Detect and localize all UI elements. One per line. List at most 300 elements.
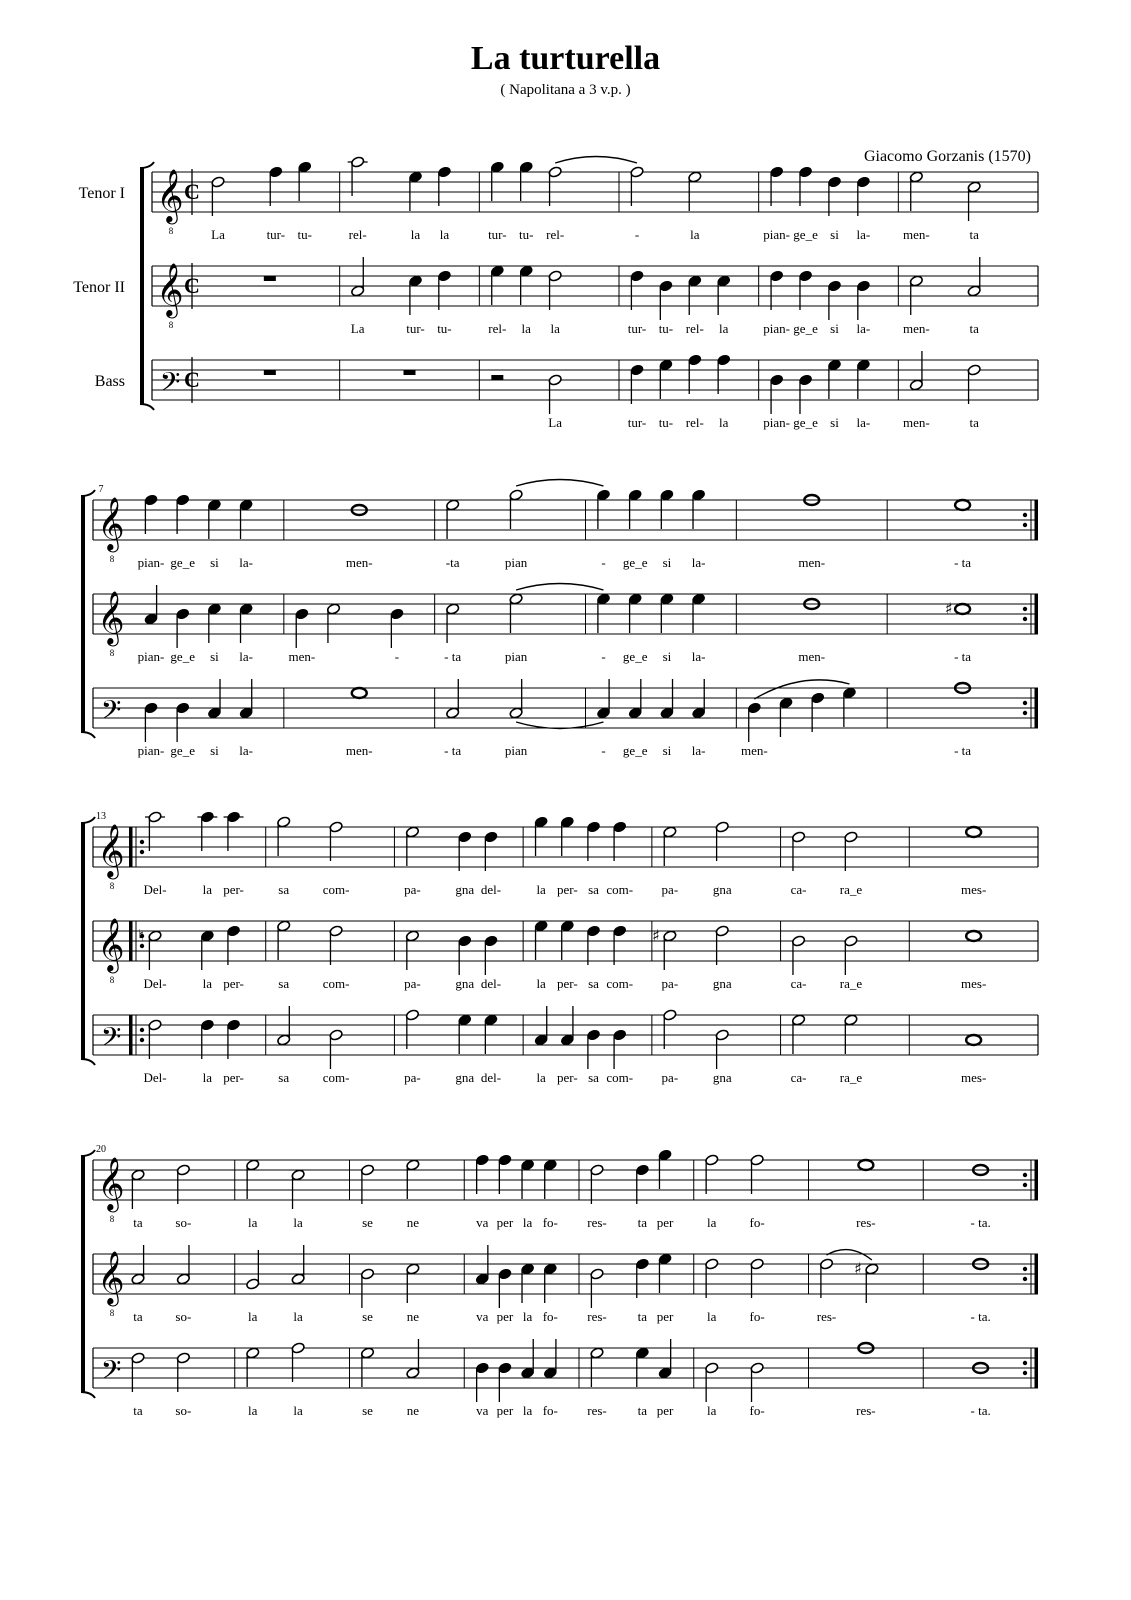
half-note: [145, 811, 165, 851]
half-note: [329, 925, 343, 965]
quarter-note: [197, 811, 217, 851]
lyric-syllable: pa-: [404, 882, 421, 897]
half-note: [548, 270, 562, 310]
octave-marker: 8: [109, 1214, 115, 1224]
repeat-thick-bar: [1035, 688, 1039, 728]
tie-curve: [516, 480, 603, 487]
lyric-syllable: - ta: [444, 649, 462, 664]
half-note: [246, 1250, 260, 1290]
quarter-note: [856, 280, 870, 320]
quarter-note: [298, 161, 312, 201]
quarter-note: [490, 161, 504, 201]
lyric-syllable: res-: [587, 1403, 607, 1418]
lyric-syllable: si: [210, 743, 219, 758]
lyric-syllable: fo-: [542, 1215, 558, 1230]
half-note: [967, 181, 981, 221]
quarter-note: [176, 494, 190, 534]
system-bracket: [81, 496, 85, 732]
quarter-note: [295, 608, 309, 648]
half-note: [406, 1263, 420, 1303]
lyric-syllable: fo-: [749, 1309, 765, 1324]
quarter-note: [226, 925, 240, 965]
lyric-syllable: ne: [406, 1309, 420, 1324]
half-note: [715, 1029, 729, 1069]
lyric-syllable: pa-: [404, 1070, 421, 1085]
lyric-syllable: - ta.: [970, 1403, 991, 1418]
lyric-syllable: la: [522, 1309, 533, 1324]
lyric-syllable: -: [394, 649, 400, 664]
lyric-syllable: si: [662, 555, 672, 570]
lyric-syllable: men-: [345, 555, 373, 570]
note-head-whole: [858, 1160, 873, 1170]
lyric-syllable: la: [707, 1403, 717, 1418]
half-note: [405, 826, 419, 866]
lyric-syllable: fo-: [749, 1403, 765, 1418]
tie-curve: [754, 680, 849, 699]
quarter-note: [224, 811, 244, 851]
lyric-syllable: la: [719, 415, 729, 430]
half-note: [329, 821, 343, 861]
lyric-syllable: la: [202, 882, 213, 897]
lyric-syllable: - ta.: [970, 1309, 991, 1324]
lyric-syllable: si: [830, 415, 839, 430]
lyric-syllable: sa: [588, 1070, 599, 1085]
quarter-note: [269, 166, 283, 206]
quarter-note: [534, 816, 548, 856]
half-note: [791, 935, 805, 975]
quarter-note: [688, 354, 702, 394]
half-note: [548, 374, 562, 414]
repeat-thick-bar: [129, 1015, 133, 1055]
lyric-syllable: ta: [637, 1215, 648, 1230]
repeat-dot: [1023, 1277, 1027, 1281]
lyric-syllable: ca-: [790, 882, 807, 897]
lyric-syllable: per-: [556, 882, 578, 897]
lyric-syllable: so-: [175, 1215, 192, 1230]
half-note: [406, 1339, 420, 1379]
half-note: [967, 257, 981, 297]
lyric-syllable: la: [522, 1215, 533, 1230]
quarter-note: [659, 359, 673, 399]
quarter-note: [543, 1159, 557, 1199]
lyric-syllable: res-: [856, 1215, 876, 1230]
lyric-syllable: per-: [223, 976, 244, 991]
quarter-note: [596, 489, 610, 529]
page-subtitle: ( Napolitana a 3 v.p. ): [500, 82, 631, 98]
lyric-syllable: men-: [740, 743, 768, 758]
lyric-syllable: ta: [969, 415, 979, 430]
quarter-note: [628, 489, 642, 529]
quarter-note: [520, 1159, 534, 1199]
octave-marker: 8: [109, 881, 115, 891]
lyric-syllable: tu-: [519, 227, 534, 242]
quarter-note: [484, 1014, 498, 1054]
half-note: [246, 1347, 260, 1387]
lyric-syllable: se: [362, 1215, 373, 1230]
quarter-note: [596, 679, 610, 719]
quarter-note: [691, 679, 705, 719]
half-note: [291, 1169, 305, 1209]
quarter-note: [613, 821, 627, 861]
sharp-icon: ♯: [651, 926, 660, 945]
lyric-syllable: ne: [406, 1215, 420, 1230]
measure-number: 7: [98, 484, 104, 495]
voice-label: Tenor II: [73, 279, 125, 296]
quarter-note: [630, 270, 644, 310]
lyric-syllable: tur-: [627, 321, 647, 336]
quarter-note: [660, 593, 674, 633]
time-signature: C: [184, 367, 200, 392]
quarter-note: [144, 702, 158, 742]
lyric-syllable: ra_e: [839, 882, 863, 897]
repeat-thick-bar: [1035, 500, 1039, 540]
lyric-syllable: la-: [856, 227, 871, 242]
half-note: [967, 364, 981, 404]
quarter-note: [207, 499, 221, 539]
half-note: [909, 275, 923, 315]
half-note: [277, 920, 291, 960]
measure-number: 20: [96, 1144, 106, 1155]
half-note: [844, 935, 858, 975]
lyric-syllable: per-: [223, 1070, 244, 1085]
quarter-note: [613, 1029, 627, 1069]
half-note: [663, 930, 677, 970]
lyric-syllable: tu-: [658, 321, 674, 336]
lyric-syllable: del-: [480, 882, 502, 897]
time-signature: C: [184, 179, 200, 204]
lyric-syllable: del-: [480, 976, 502, 991]
lyric-syllable: la: [690, 227, 700, 242]
quarter-note: [534, 1006, 548, 1046]
quarter-note: [200, 930, 214, 970]
repeat-dot: [1023, 617, 1027, 621]
lyric-syllable: si: [830, 227, 839, 242]
half-note: [406, 1159, 420, 1199]
repeat-dot: [1023, 1361, 1027, 1365]
half-note: [148, 930, 162, 970]
quarter-note: [842, 687, 856, 727]
quarter-note: [543, 1339, 557, 1379]
half-note: [446, 603, 460, 643]
bass-clef-icon: 𝄢: [100, 1021, 122, 1059]
lyric-syllable: men-: [288, 649, 316, 664]
bass-clef-icon: 𝄢: [100, 694, 122, 732]
quarter-note: [239, 679, 253, 719]
lyric-syllable: men-: [345, 743, 373, 758]
system-bracket: [81, 1156, 85, 1392]
quarter-note: [484, 831, 498, 871]
treble-clef-icon: 𝄞: [156, 168, 184, 222]
bass-clef-icon: 𝄢: [159, 366, 181, 404]
quarter-note: [658, 1149, 672, 1189]
half-note: [909, 351, 923, 391]
quarter-note: [200, 1019, 214, 1059]
quarter-note: [484, 935, 498, 975]
half-note: [405, 1009, 419, 1049]
lyric-syllable: com-: [322, 976, 350, 991]
voice-label: Tenor I: [78, 185, 125, 202]
quarter-note: [811, 692, 825, 732]
repeat-dot: [1023, 701, 1027, 705]
half-note: [176, 1164, 190, 1204]
quarter-note: [628, 679, 642, 719]
quarter-note: [498, 1154, 512, 1194]
lyric-syllable: La: [211, 227, 225, 242]
lyric-syllable: Del-: [143, 976, 167, 991]
lyric-syllable: la: [293, 1215, 303, 1230]
quarter-note: [827, 359, 841, 399]
lyric-syllable: la: [707, 1215, 717, 1230]
repeat-dot: [1023, 523, 1027, 527]
quarter-note: [437, 270, 451, 310]
half-note: [750, 1258, 764, 1298]
lyric-syllable: la: [248, 1309, 258, 1324]
lyric-syllable: la-: [691, 743, 706, 758]
lyric-syllable: gna: [455, 1070, 475, 1085]
lyric-syllable: del-: [480, 1070, 502, 1085]
lyric-syllable: la: [707, 1309, 717, 1324]
lyric-syllable: ta: [133, 1215, 143, 1230]
lyric-syllable: sa: [278, 882, 290, 897]
lyric-syllable: rel-: [685, 415, 704, 430]
half-note: [176, 1245, 190, 1285]
quarter-note: [520, 1263, 534, 1303]
note-head-whole: [955, 500, 970, 510]
whole-note: [858, 1160, 873, 1170]
note-head-whole: [352, 688, 367, 698]
lyric-syllable: rel-: [546, 227, 565, 242]
lyric-syllable: la: [293, 1403, 303, 1418]
whole-rest: [264, 276, 276, 281]
quarter-note: [207, 679, 221, 719]
lyric-syllable: ge_e: [622, 743, 648, 758]
lyric-syllable: pa-: [404, 976, 421, 991]
whole-rest: [264, 370, 276, 375]
half-note: [348, 156, 368, 196]
half-note: [176, 1352, 190, 1392]
octave-marker: 8: [109, 554, 115, 564]
half-note: [291, 1245, 305, 1285]
note-head-whole: [966, 1035, 981, 1045]
page-title: La turturella: [470, 40, 661, 77]
quarter-note: [458, 1014, 472, 1054]
treble-clef-icon: 𝄞: [156, 262, 184, 316]
half-note: [844, 1014, 858, 1054]
half-note: [663, 1009, 677, 1049]
repeat-thick-bar: [1035, 1254, 1039, 1294]
lyric-syllable: la: [248, 1403, 258, 1418]
quarter-note: [856, 359, 870, 399]
octave-marker: 8: [168, 320, 174, 330]
lyric-syllable: sa: [278, 1070, 290, 1085]
quarter-note: [408, 275, 422, 315]
whole-note: [966, 827, 981, 837]
lyric-syllable: se: [362, 1403, 373, 1418]
whole-note: [966, 931, 981, 941]
half-note: [715, 925, 729, 965]
quarter-note: [691, 593, 705, 633]
half-note: [705, 1362, 719, 1402]
lyric-syllable: tu-: [437, 321, 452, 336]
lyric-syllable: per: [656, 1403, 674, 1418]
lyric-syllable: ca-: [790, 976, 807, 991]
lyric-syllable: la: [536, 976, 546, 991]
quarter-note: [635, 1258, 649, 1298]
lyric-syllable: rel-: [348, 227, 367, 242]
bracket-hook: [140, 162, 154, 168]
lyric-syllable: pian: [504, 743, 528, 758]
lyric-syllable: per-: [223, 882, 244, 897]
lyric-syllable: ge_e: [793, 415, 818, 430]
bracket-hook: [140, 404, 154, 410]
quarter-note: [458, 935, 472, 975]
lyric-syllable: la-: [239, 555, 253, 570]
half-note: [246, 1159, 260, 1199]
half-note: [630, 166, 644, 206]
repeat-thick-bar: [1035, 1160, 1039, 1200]
lyric-syllable: pian-: [763, 227, 791, 242]
time-signature: C: [184, 273, 200, 298]
lyric-syllable: per-: [556, 976, 578, 991]
quarter-note: [660, 679, 674, 719]
lyric-syllable: ta: [637, 1403, 648, 1418]
treble-clef-icon: 𝄞: [97, 917, 125, 971]
half-note: [351, 257, 365, 297]
sharp-icon: ♯: [944, 599, 953, 618]
quarter-note: [144, 494, 158, 534]
lyric-syllable: rel-: [685, 321, 704, 336]
voice-label: Bass: [94, 373, 125, 390]
note-head-whole: [966, 931, 981, 941]
lyric-syllable: ra_e: [839, 1070, 863, 1085]
lyric-syllable: per: [496, 1309, 514, 1324]
lyric-syllable: la: [522, 1403, 533, 1418]
half-note: [590, 1268, 604, 1308]
treble-clef-icon: 𝄞: [97, 590, 125, 644]
half-note: [663, 826, 677, 866]
repeat-dot: [1023, 607, 1027, 611]
half-note: [750, 1154, 764, 1194]
bracket-hook: [81, 1150, 95, 1156]
lyric-syllable: -: [601, 555, 606, 570]
lyric-syllable: Del-: [143, 882, 167, 897]
lyric-syllable: men-: [902, 415, 930, 430]
quarter-note: [560, 1006, 574, 1046]
octave-marker: 8: [109, 1308, 115, 1318]
repeat-dot: [140, 840, 144, 844]
half-note: [750, 1362, 764, 1402]
half-note: [131, 1352, 145, 1392]
lyric-syllable: men-: [798, 555, 826, 570]
octave-marker: 8: [109, 648, 115, 658]
half-note: [705, 1154, 719, 1194]
half-note: [446, 499, 460, 539]
lyric-syllable: -: [634, 227, 640, 242]
lyric-syllable: so-: [175, 1309, 192, 1324]
lyric-syllable: res-: [587, 1215, 607, 1230]
half-rest: [491, 375, 503, 380]
repeat-dot: [140, 1038, 144, 1042]
lyric-syllable: pa-: [661, 976, 679, 991]
treble-clef-icon: 𝄞: [97, 1250, 125, 1304]
quarter-note: [534, 920, 548, 960]
lyric-syllable: gna: [455, 976, 475, 991]
lyric-syllable: la: [293, 1309, 303, 1324]
lyric-syllable: la-: [856, 321, 871, 336]
lyric-syllable: so-: [175, 1403, 192, 1418]
lyric-syllable: va: [476, 1403, 489, 1418]
lyric-syllable: men-: [798, 649, 826, 664]
quarter-note: [798, 270, 812, 310]
lyric-syllable: res-: [587, 1309, 607, 1324]
lyric-syllable: com-: [606, 1070, 634, 1085]
quarter-note: [144, 585, 158, 625]
quarter-note: [437, 166, 451, 206]
quarter-note: [519, 265, 533, 305]
half-note: [131, 1169, 145, 1209]
quarter-note: [490, 265, 504, 305]
lyric-syllable: ra_e: [839, 976, 863, 991]
lyric-syllable: fo-: [542, 1309, 558, 1324]
lyric-syllable: tur-: [406, 321, 425, 336]
lyric-syllable: pian-: [137, 649, 165, 664]
whole-note: [352, 688, 367, 698]
quarter-note: [498, 1362, 512, 1402]
lyric-syllable: fo-: [749, 1215, 765, 1230]
lyric-syllable: ge_e: [793, 321, 818, 336]
lyric-syllable: ta: [637, 1309, 648, 1324]
half-note: [211, 176, 225, 216]
half-note: [360, 1164, 374, 1204]
quarter-note: [498, 1268, 512, 1308]
lyric-syllable: ta: [969, 321, 979, 336]
lyric-syllable: la-: [856, 415, 871, 430]
quarter-note: [798, 166, 812, 206]
tie-curve: [827, 1250, 872, 1260]
quarter-note: [586, 821, 600, 861]
lyric-syllable: la-: [691, 555, 706, 570]
lyric-syllable: se: [362, 1309, 373, 1324]
quarter-note: [770, 270, 784, 310]
octave-marker: 8: [109, 975, 115, 985]
repeat-thick-bar: [129, 827, 133, 867]
half-note: [360, 1347, 374, 1387]
half-note: [548, 166, 562, 206]
lyric-syllable: la: [719, 321, 729, 336]
lyric-syllable: ta: [133, 1309, 143, 1324]
lyric-syllable: pa-: [661, 1070, 679, 1085]
quarter-note: [659, 280, 673, 320]
bracket-hook: [81, 1059, 95, 1065]
quarter-note: [475, 1362, 489, 1402]
lyric-syllable: com-: [322, 1070, 350, 1085]
whole-note: [955, 604, 970, 614]
lyric-syllable: per: [656, 1309, 674, 1324]
lyric-syllable: la: [536, 882, 546, 897]
lyric-syllable: res-: [856, 1403, 876, 1418]
half-note: [715, 821, 729, 861]
measure-number: 13: [96, 811, 106, 822]
lyric-syllable: per: [496, 1215, 514, 1230]
quarter-note: [239, 603, 253, 643]
lyric-syllable: la: [521, 321, 531, 336]
treble-clef-icon: 𝄞: [97, 496, 125, 550]
half-note: [688, 171, 702, 211]
lyric-syllable: com-: [322, 882, 350, 897]
lyric-syllable: - ta: [444, 743, 462, 758]
lyric-syllable: tur-: [266, 227, 286, 242]
lyric-syllable: si: [662, 649, 672, 664]
